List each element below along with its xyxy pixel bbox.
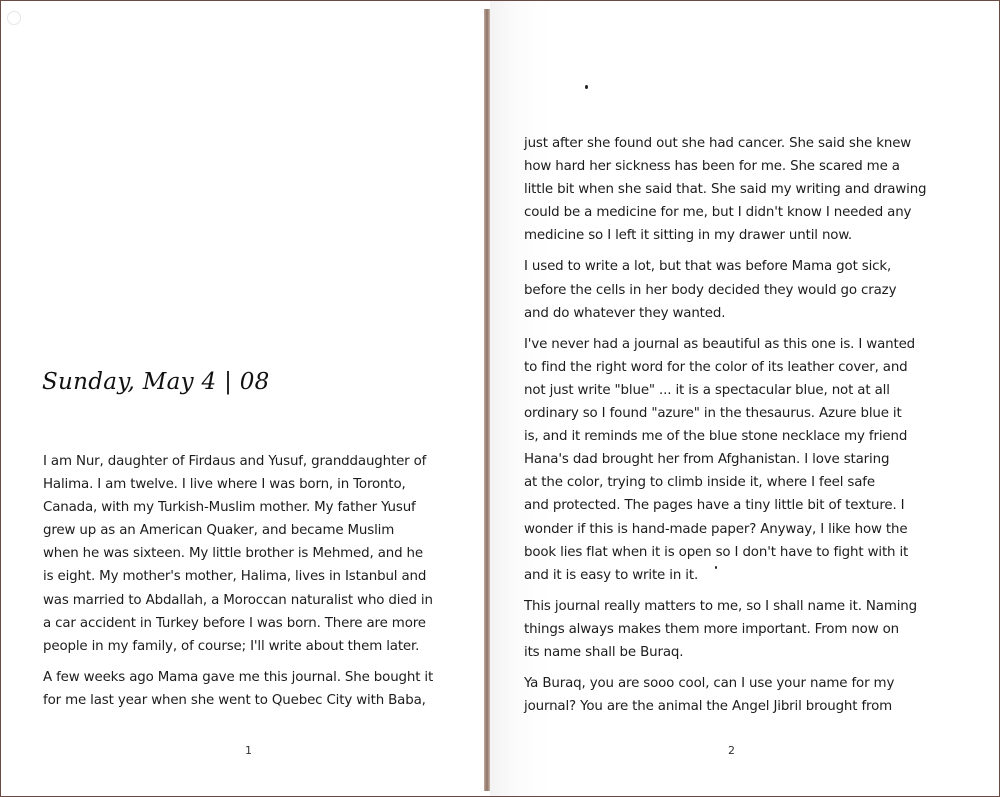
- left-page-number: 1: [245, 744, 252, 757]
- text-line: I've never had a journal as beautiful as this one is. I wanted: [524, 336, 916, 352]
- text-line: A few weeks ago Mama gave me this journal. She bought it: [43, 669, 434, 685]
- text-line: Canada, with my Turkish-Muslim mother. My father Yusuf: [43, 500, 416, 516]
- text-line: This journal really matters to me, so I shall name it. Naming: [524, 598, 917, 614]
- text-line: how hard her sickness has been for me. She scared me a: [524, 159, 900, 175]
- paragraph: [524, 333, 984, 587]
- text-line: not just write "blue" ... it is a spectacular blue, not at all: [524, 382, 890, 398]
- ink-speck: [715, 566, 717, 569]
- text-line: could be a medicine for me, but I didn't know I needed any: [524, 205, 912, 221]
- text-line: wonder if this is hand-made paper? Anyway, I like how the: [524, 521, 908, 537]
- text-line: at the color, trying to climb inside it, where I feel safe: [524, 475, 875, 491]
- text-line: before the cells in her body decided they would go crazy: [524, 282, 897, 298]
- text-line: little bit when she said that. She said my writing and drawing: [524, 182, 927, 198]
- paragraph: [524, 255, 984, 324]
- text-line: ordinary so I found "azure" in the thesaurus. Azure blue it: [524, 406, 902, 422]
- page-corner-mark: [7, 11, 21, 25]
- left-page: [1, 1, 485, 796]
- text-line: is eight. My mother's mother, Halima, lives in Istanbul and: [43, 569, 427, 585]
- text-line: is, and it reminds me of the blue stone necklace my friend: [524, 429, 908, 445]
- text-line: just after she found out she had cancer. She said she knew: [524, 136, 912, 151]
- text-line: medicine so I left it sitting in my drawer until now.: [524, 228, 853, 244]
- text-line: was married to Abdallah, a Moroccan naturalist who died in: [43, 592, 433, 608]
- right-page: [490, 1, 1000, 796]
- text-line: and do whatever they wanted.: [524, 305, 726, 321]
- right-page-number: 2: [728, 744, 735, 757]
- paragraph: [524, 672, 984, 718]
- text-line: when he was sixteen. My little brother is Mehmed, and he: [43, 546, 423, 562]
- paragraph: [524, 132, 984, 247]
- text-line: and protected. The pages have a tiny little bit of texture. I: [524, 498, 905, 514]
- text-line: for me last year when she went to Quebec City with Baba,: [43, 692, 426, 708]
- left-page-body: [43, 450, 483, 720]
- text-line: people in my family, of course; I'll write about them later.: [43, 638, 420, 654]
- paragraph: [524, 595, 984, 664]
- text-line: journal? You are the animal the Angel Jibril brought from: [524, 699, 893, 715]
- paragraph: [43, 666, 483, 712]
- text-line: grew up as an American Quaker, and became Muslim: [43, 523, 395, 539]
- text-line: things always makes them more important. From now on: [524, 621, 900, 637]
- text-line: Hana's dad brought her from Afghanistan. I love staring: [524, 452, 890, 468]
- paragraph: [43, 450, 483, 658]
- journal-entry-date-heading: Sunday, May 4 | 08: [42, 369, 270, 395]
- ink-speck: [585, 85, 588, 89]
- text-line: I am Nur, daughter of Firdaus and Yusuf, granddaughter of: [43, 454, 427, 469]
- text-line: its name shall be Buraq.: [524, 644, 684, 660]
- text-line: to find the right word for the color of its leather cover, and: [524, 359, 908, 375]
- text-line: Ya Buraq, you are sooo cool, can I use your name for my: [524, 676, 895, 692]
- text-line: I used to write a lot, but that was before Mama got sick,: [524, 259, 892, 275]
- text-line: Halima. I am twelve. I live where I was born, in Toronto,: [43, 477, 406, 493]
- text-line: and it is easy to write in it.: [524, 567, 699, 583]
- text-line: a car accident in Turkey before I was born. There are more: [43, 615, 426, 631]
- right-page-body: [524, 132, 984, 726]
- text-line: book lies flat when it is open so I don't have to fight with it: [524, 544, 909, 560]
